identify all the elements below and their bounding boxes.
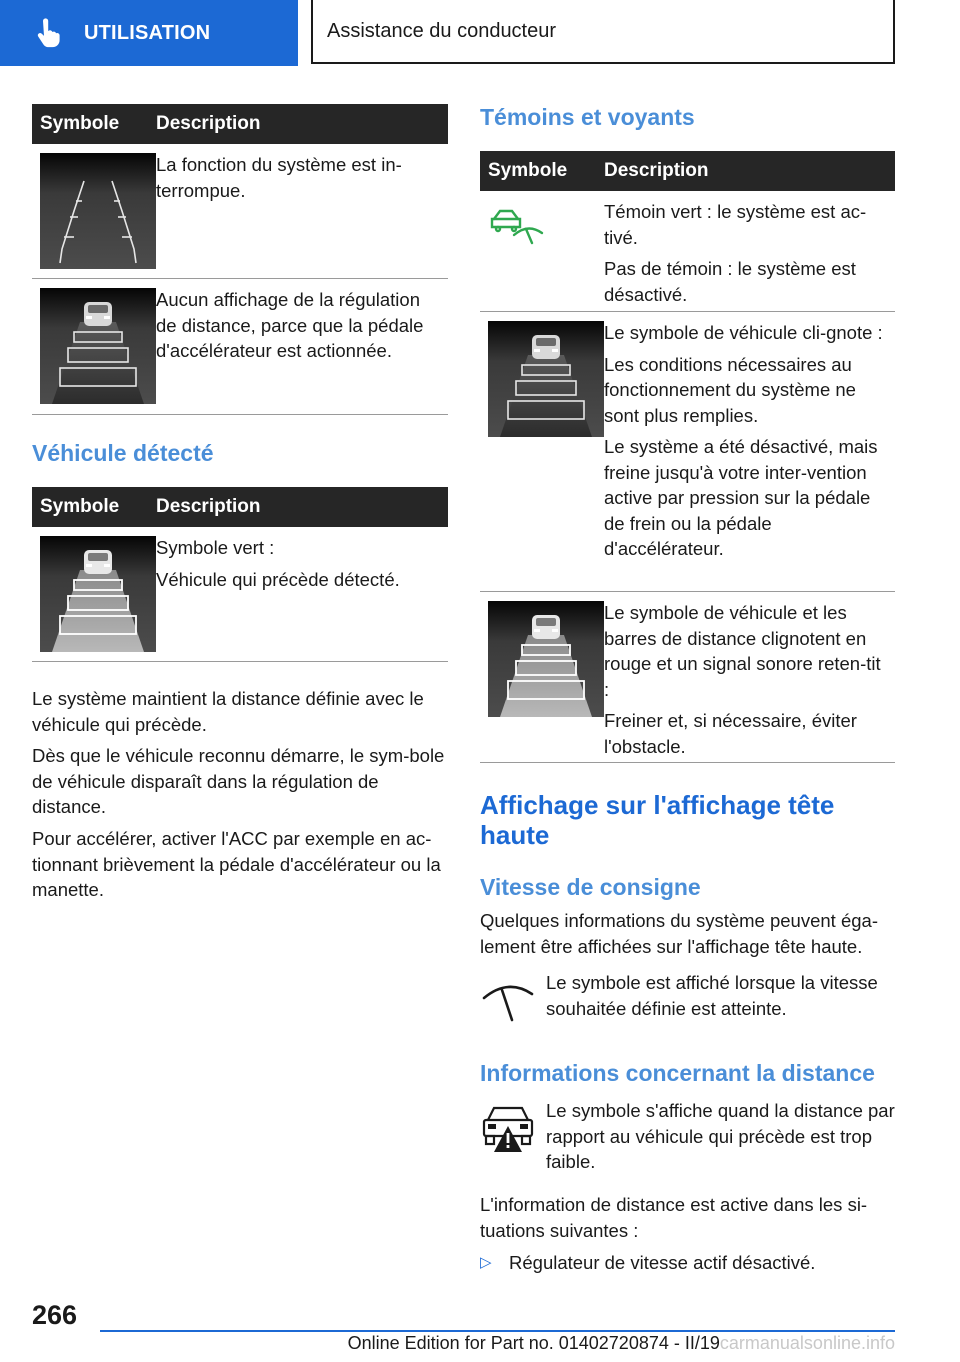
symbol-table-2 bbox=[32, 487, 448, 662]
set-speed-icon bbox=[480, 970, 536, 1026]
section-title: UTILISATION bbox=[84, 21, 211, 44]
distance-text: Le symbole s'affiche quand la distance par rapport au véhicule qui précède est trop faible. bbox=[546, 1100, 895, 1172]
table-row bbox=[32, 144, 448, 279]
column-header-symbol: Symbole bbox=[40, 113, 120, 134]
column-header-description: Description bbox=[156, 113, 261, 134]
heading-distance-info: Informations concernant la distance bbox=[480, 1060, 875, 1086]
row-description: Pas de témoin : le système est désactivé. bbox=[604, 258, 856, 305]
distance-info bbox=[480, 1098, 895, 1175]
list-item bbox=[480, 1250, 895, 1276]
row-description: Symbole vert : bbox=[156, 537, 275, 558]
symbol-table-3 bbox=[480, 151, 895, 763]
row-description: Le symbole de véhicule cli-gnote : bbox=[604, 322, 883, 343]
table-header bbox=[32, 104, 448, 144]
table-row bbox=[480, 191, 895, 312]
vehicle-lanes-display-icon bbox=[488, 321, 604, 437]
row-description: La fonction du système est in-terrompue. bbox=[156, 154, 402, 201]
table-row bbox=[32, 527, 448, 662]
vehicle-bright-lanes-display-icon bbox=[488, 601, 604, 717]
paragraph: L'information de distance est active dans les si-tuations suivantes : bbox=[480, 1194, 868, 1241]
table-header bbox=[480, 151, 895, 191]
table-row bbox=[480, 592, 895, 763]
table-row bbox=[32, 279, 448, 415]
set-speed-text: Le symbole est affiché lorsque la vitesse souhaitée définie est atteinte. bbox=[546, 972, 878, 1019]
table-header bbox=[32, 487, 448, 527]
paragraph: Quelques informations du système peuvent éga-lement être affichées sur l'affichage tête haute. bbox=[480, 910, 878, 957]
symbol-table-1 bbox=[32, 104, 448, 415]
list-item-text: Régulateur de vitesse actif désactivé. bbox=[509, 1252, 816, 1273]
table-row bbox=[480, 312, 895, 592]
column-header-description: Description bbox=[604, 160, 709, 181]
empty-lanes-display-icon bbox=[40, 153, 156, 269]
column-header-description: Description bbox=[156, 496, 261, 517]
row-description: Les conditions nécessaires au fonctionnement du système ne sont plus remplies. bbox=[604, 353, 856, 426]
section-tab[interactable] bbox=[0, 0, 298, 66]
paragraph: Pour accélérer, activer l'ACC par exemple en ac-tionnant brièvement la pédale d'accélérateur ou la manette. bbox=[32, 828, 441, 900]
footer-divider bbox=[100, 1330, 895, 1332]
heading-vehicle-detected: Véhicule détecté bbox=[32, 440, 214, 466]
watermark: carmanualsonline.info bbox=[719, 1333, 895, 1353]
chapter-header bbox=[311, 0, 895, 64]
page-number: 266 bbox=[32, 1300, 78, 1330]
set-speed-info bbox=[480, 970, 895, 1031]
cruise-control-green-icon bbox=[488, 205, 544, 245]
row-description: Témoin vert : le système est ac-tivé. bbox=[604, 201, 867, 248]
paragraph: Le système maintient la distance définie avec le véhicule qui précède. bbox=[32, 688, 424, 735]
row-description: Véhicule qui précède détecté. bbox=[156, 568, 400, 590]
bullet-triangle-icon: ▷ bbox=[480, 1254, 492, 1271]
heading-head-up-display: Affichage sur l'affichage tête haute bbox=[480, 790, 835, 850]
column-header-symbol: Symbole bbox=[488, 160, 568, 181]
vehicle-warning-icon bbox=[480, 1098, 536, 1158]
hand-pointer-icon bbox=[32, 16, 66, 50]
paragraph: Dès que le véhicule reconnu démarre, le sym-bole de véhicule disparaît dans la régulation de distance. bbox=[32, 745, 445, 817]
chapter-title: Assistance du conducteur bbox=[327, 19, 557, 42]
row-description: Le système a été désactivé, mais freine jusqu'à votre inter-vention active par pression sur la pédale de frein ou la pédale d'accélérateur. bbox=[604, 436, 878, 559]
column-header-symbol: Symbole bbox=[40, 496, 120, 517]
row-description: Aucun affichage de la régulation de distance, parce que la pédale d'accélérateur est actionnée. bbox=[156, 289, 424, 361]
heading-set-speed: Vitesse de consigne bbox=[480, 874, 701, 900]
row-description: Freiner et, si nécessaire, éviter l'obstacle. bbox=[604, 710, 857, 757]
vehicle-bright-lanes-display-icon bbox=[40, 536, 156, 652]
vehicle-lanes-display-icon bbox=[40, 288, 156, 404]
edition-text: Online Edition for Part no. 01402720874 - II/19 bbox=[347, 1333, 720, 1353]
footer-edition bbox=[280, 1333, 895, 1354]
row-description: Le symbole de véhicule et les barres de distance clignotent en rouge et un signal sonore reten-tit : bbox=[604, 602, 881, 700]
heading-indicators: Témoins et voyants bbox=[480, 104, 695, 130]
